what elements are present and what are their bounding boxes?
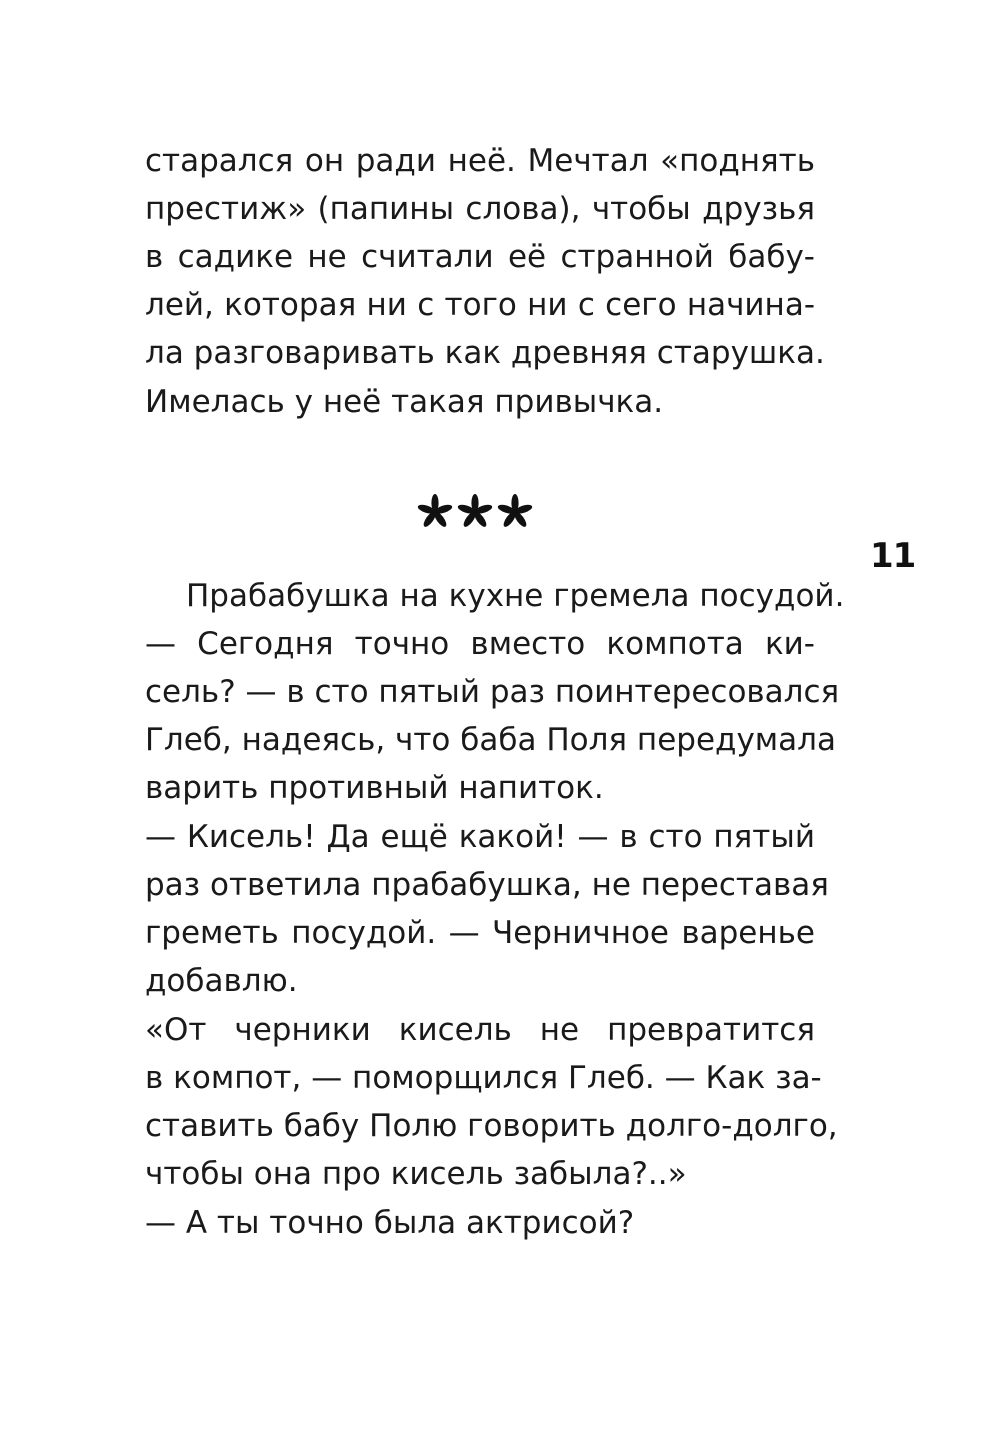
page-number: 11 [870, 536, 916, 576]
text-line: — Сегодня точно вместо компота ки- [145, 626, 815, 662]
text-line: — А ты точно была актрисой? [145, 1205, 635, 1241]
text-line: добавлю. [145, 963, 298, 999]
text-line: — Кисель! Да ещё какой! — в сто пятый [145, 819, 815, 855]
text-line: ла разговаривать как древняя старушка. [145, 335, 825, 371]
text-line: Имелась у неё такая привычка. [145, 384, 664, 420]
text-line: варить противный напиток. [145, 770, 604, 806]
text-line: ставить бабу Полю говорить долго-долго, [145, 1108, 838, 1144]
text-line: чтобы она про кисель забыла?..» [145, 1156, 687, 1192]
asterisk-separator-icon [415, 492, 535, 532]
text-line: греметь посудой. — Черничное варенье [145, 915, 815, 951]
text-line: сель? — в сто пятый раз поинтересовался [145, 674, 840, 710]
text-line: Прабабушка на кухне гремела посудой. [186, 578, 845, 614]
text-line: старался он ради неё. Мечтал «поднять [145, 143, 815, 179]
text-line: Глеб, надеясь, что баба Поля передумала [145, 722, 836, 758]
text-line: «От черники кисель не превратится [145, 1012, 815, 1048]
text-line: раз ответила прабабушка, не переставая [145, 867, 829, 903]
text-line: в садике не считали её странной бабу- [145, 239, 815, 275]
text-line: в компот, — поморщился Глеб. — Как за- [145, 1060, 822, 1096]
text-line: престиж» (папины слова), чтобы друзья [145, 191, 815, 227]
text-line: лей, которая ни с того ни с сего начина- [145, 287, 815, 323]
